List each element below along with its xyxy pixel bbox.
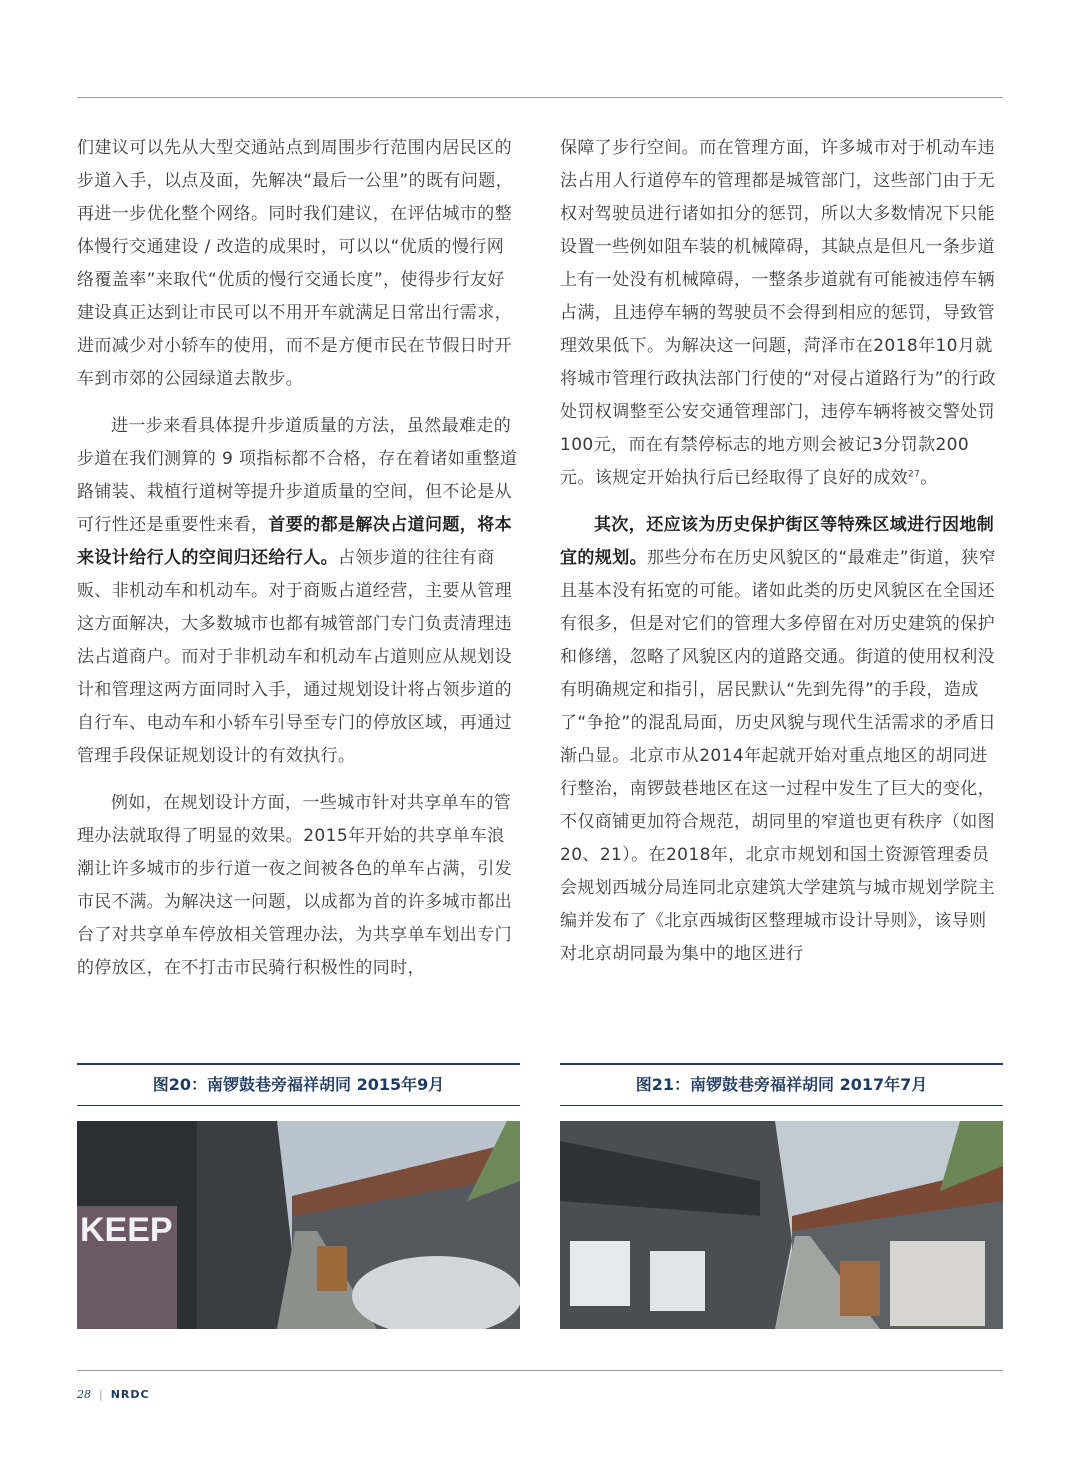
bold-statement: 其次，还应该为历史保护街区等特殊区域进行因地制宜的规划。: [560, 515, 995, 568]
hutong-photo-2017: [560, 1121, 1003, 1329]
paragraph: 们建议可以先从大型交通站点到周围步行范围内居民区的步道入手，以点及面，先解决“最后一公里”的既有问题，再进一步优化整个网络。同时我们建议，在评估城市的整体慢行交通建设 / 改造的成果时，可以以“优质的慢行网络覆盖率”来取代“优质的慢行交通长度”，使得步行友好建设真正达到让市民可以不用开车就满足日常出行需求，进而减少对小轿车的使用，而不是方便市民在节假日时开车到市郊的公园绿道去散步。: [77, 138, 514, 389]
paragraph: 其次，还应该为历史保护街区等特殊区域进行因地制宜的规划。那些分布在历史风貌区的“最难走”街道，狭窄且基本没有拓宽的可能。诸如此类的历史风貌区在全国还有很多，但是对它们的管理大多停留在对历史建筑的保护和修缮，忽略了风貌区内的道路交通。街道的使用权利没有明确规定和指引，居民默认“先到先得”的手段，造成了“争抢”的混乱局面，历史风貌与现代生活需求的矛盾日渐凸显。北京市从2014年起就开始对重点地区的胡同进行整治，南锣鼓巷地区在这一过程中发生了巨大的变化，不仅商铺更加符合规范，胡同里的窄道也更有秩序（如图20、21）。在2018年，北京市规划和国土资源管理委员会规划西城分局连同北京建筑大学建筑与城市规划学院主编并发布了《北京西城街区整理城市设计导则》，该导则对北京胡同最为集中的地区进行: [560, 515, 997, 964]
figure-caption: 图20：南锣鼓巷旁福祥胡同 2015年9月: [152, 1075, 445, 1094]
paragraph: 例如，在规划设计方面，一些城市针对共享单车的管理办法就取得了明显的效果。2015年开始的共享单车浪潮让许多城市的步行道一夜之间被各色的单车占满，引发市民不满。为解决这一问题，以成都为首的许多城市都出台了对共享单车停放相关管理办法，为共享单车划出专门的停放区，在不打击市民骑行积极性的同时，: [77, 793, 512, 978]
bottom-rule: [77, 1370, 1003, 1371]
shop-sign-text: KEEP: [80, 1211, 173, 1249]
page-number: 28: [77, 1388, 91, 1401]
page-footer: [77, 1388, 150, 1401]
figure-20: [77, 1063, 520, 1329]
hutong-photo-2015: [77, 1121, 520, 1329]
caption-rule: [560, 1105, 1003, 1106]
right-column: [560, 132, 1003, 985]
left-column: [77, 132, 520, 999]
figure-caption: 图21：南锣鼓巷旁福祥胡同 2017年7月: [635, 1075, 928, 1094]
top-rule: [77, 97, 1003, 98]
caption-rule: [77, 1105, 520, 1106]
brand-name: NRDC: [110, 1388, 150, 1401]
footer-separator: |: [99, 1388, 103, 1401]
footnote-ref[interactable]: 27: [908, 469, 921, 480]
paragraph: 进一步来看具体提升步道质量的方法，虽然最难走的步道在我们测算的 9 项指标都不合格，存在着诸如重整道路铺装、栽植行道树等提升步道质量的空间，但不论是从可行性还是重要性来看，首要的都是解决占道问题，将本来设计给行人的空间归还给行人。占领步道的往往有商贩、非机动车和机动车。对于商贩占道经营，主要从管理这方面解决，大多数城市也都有城管部门专门负责清理违法占道商户。而对于非机动车和机动车占道则应从规划设计和管理这两方面同时入手，通过规划设计将占领步道的自行车、电动车和小轿车引导至专门的停放区域，再通过管理手段保证规划设计的有效执行。: [77, 416, 518, 766]
figure-21: [560, 1063, 1003, 1329]
paragraph: 保障了步行空间。而在管理方面，许多城市对于机动车违法占用人行道停车的管理都是城管部门，这些部门由于无权对驾驶员进行诸如扣分的惩罚，所以大多数情况下只能设置一些例如阻车装的机械障碍，其缺点是但凡一条步道上有一处没有机械障碍，一整条步道就有可能被违停车辆占满，且违停车辆的驾驶员不会得到相应的惩罚，导致管理效果低下。为解决这一问题，菏泽市在2018年10月就将城市管理行政执法部门行使的“对侵占道路行为”的行政处罚权调整至公安交通管理部门，违停车辆将被交警处罚100元，而在有禁停标志的地方则会被记3分罚款200元。该规定开始执行后已经取得了良好的成效$^{27}$。: [560, 138, 997, 488]
bold-statement: 首要的都是解决占道问题，将本来设计给行人的空间归还给行人。: [77, 515, 513, 568]
